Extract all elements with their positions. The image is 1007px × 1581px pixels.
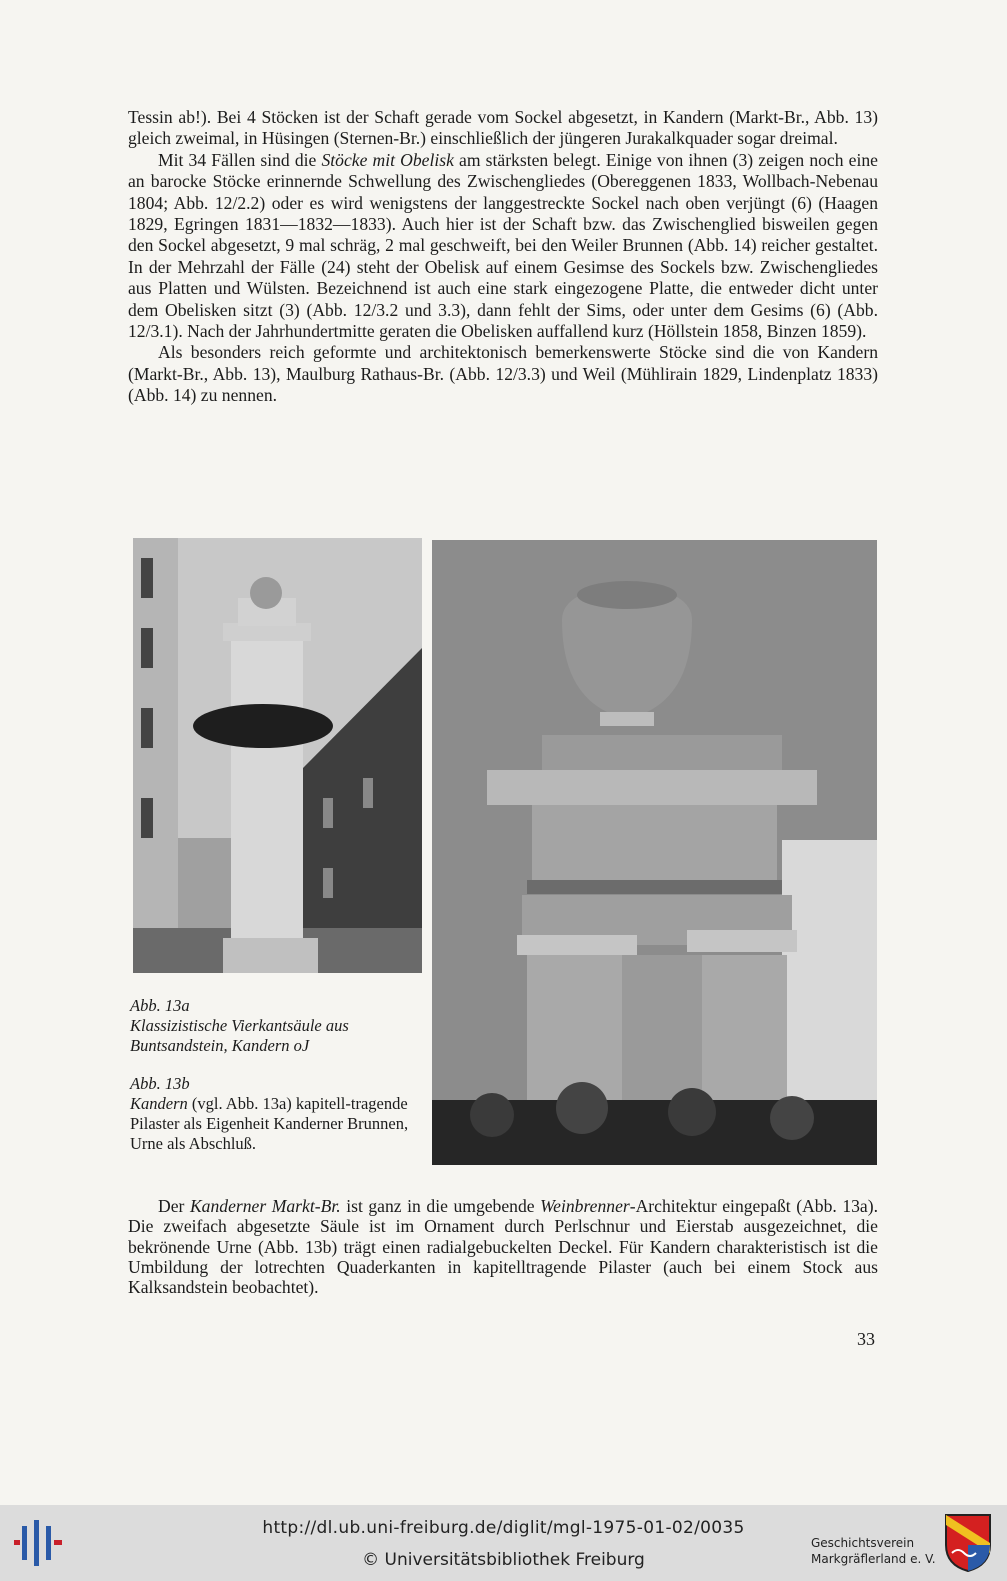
footer-url-link[interactable]: http://dl.ub.uni-freiburg.de/diglit/mgl-1975-01-02/0035 — [262, 1518, 745, 1538]
caption-13b — [130, 1074, 425, 1154]
text-span: ist ganz in die umgebende — [340, 1196, 541, 1216]
emphasis-markt-br: Kanderner Markt-Br. — [189, 1196, 341, 1216]
page-number: 33 — [857, 1329, 875, 1349]
photo-13b-urn-pilaster — [432, 540, 877, 1165]
body-text-bottom — [128, 1196, 878, 1297]
text-span: Der — [158, 1196, 190, 1216]
caption-13b-place: Kandern — [130, 1094, 188, 1113]
emphasis-obelisk: Stöcke mit Obelisk — [321, 149, 454, 170]
paragraph-1: Tessin ab!). Bei 4 Stöcken ist der Schaft gerade vom Sockel abgesetzt, in Kandern (Markt-Br., Abb. 13) gleich zweimal, in Hüsingen (Sternen-Br.) einschließlich der jüngeren Jurakalkquader sogar dreimal. — [128, 107, 878, 149]
caption-13b-label: Abb. 13b — [130, 1074, 190, 1093]
paragraph-kandern-markt — [128, 1196, 878, 1297]
text-span: Mit 34 Fällen sind die — [158, 149, 322, 170]
org-line-2: Markgräflerland e. V. — [811, 1552, 936, 1566]
caption-13b-text: (vgl. Abb. 13a) kapitell-tragende Pilaster als Eigenheit Kanderner Brunnen, Urne als Abschluß. — [130, 1094, 409, 1153]
paragraph-obelisk — [128, 150, 878, 343]
caption-13a-text: Klassizistische Vierkantsäule aus Buntsandstein, Kandern oJ — [130, 1016, 349, 1055]
coat-of-arms-icon — [944, 1513, 992, 1573]
text-span: am stärksten belegt. Einige von ihnen (3) zeigen noch eine an barocke Stöcke erinnernde Schwellung des Zwischengliedes (Obereggenen 1833, Wollbach-Nebenau 1804; Abb. 12/2.2) oder es wird wenigstens der langgestreckte Sockel nach oben verjüngt (6) (Haagen 1829, Egringen 1831—1832—1833). Auch hier ist der Schaft bzw. das Zwischenglied bisweilen gegen den Sockel abgesetzt, 9 mal schräg, 2 mal geschweift, bei den Weiler Brunnen (Abb. 14) reicher gestaltet. In der Mehrzahl der Fälle (24) steht der Obelisk auf einem Gesimse des Sockels bzw. Zwischengliedes aus Platten und Wülsten. Bezeichnend ist auch eine stark eingezogene Platte, die entweder dicht unter dem Obelisken sitzt (3) (Abb. 12/3.2 und 3.3), dann fehlt der Sims, oder unter dem Gesims (6) (Abb. 12/3.1). Nach der Jahrhundertmitte geraten die Obelisken auffallend kurz (Höllstein 1858, Binzen 1859). — [128, 149, 878, 342]
paragraph-3: Als besonders reich geformte und architektonisch bemerkenswerte Stöcke sind die von Kandern (Markt-Br., Abb. 13), Maulburg Rathaus-Br. (Abb. 12/3.3) und Weil (Mühlirain 1829, Lindenplatz 1833) (Abb. 14) zu nennen. — [128, 342, 878, 406]
emphasis-weinbrenner: Weinbrenner — [540, 1196, 630, 1216]
org-line-1: Geschichtsverein — [811, 1536, 915, 1550]
caption-13a — [130, 996, 425, 1056]
caption-13a-label: Abb. 13a — [130, 996, 190, 1015]
footer-copyright: © Universitätsbibliothek Freiburg — [362, 1550, 645, 1570]
footer-org-name — [811, 1535, 936, 1567]
photo-13a-fountain-column — [133, 538, 422, 973]
body-text-top — [128, 107, 878, 407]
text-span: -Architektur eingepaßt (Abb. 13a). Die zweifach abgesetzte Säule ist im Ornament durch Perlschnur und Eierstab ausgezeichnet, die bekrönende Urne (Abb. 13b) trägt einen radialgebuckelten Deckel. Für Kandern charakteristisch ist die Umbildung der lotrechten Quaderkanten in kapitelltragende Pilaster (auch bei einem Stock aus Kalksandstein beobachtet). — [128, 1196, 878, 1298]
